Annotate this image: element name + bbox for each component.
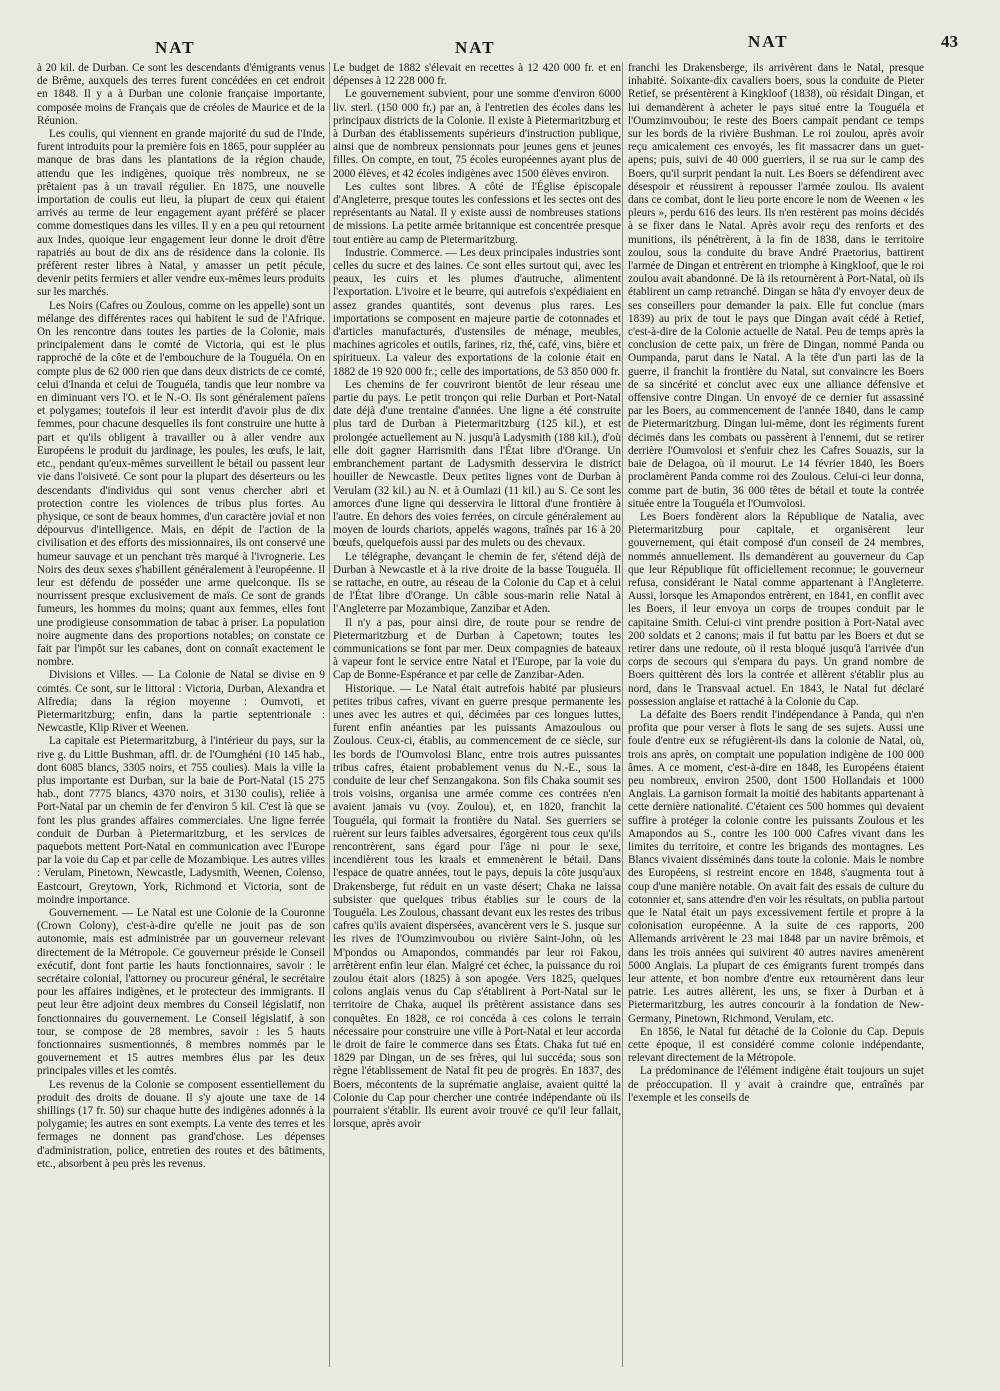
paragraph: Les coulis, qui viennent en grande majorité du sud de l'Inde, furent introduits pour la première fois en 1865, pour suppléer au manque de bras dans les plantations de la région chaude, attendu que les indigènes, quoique très nombreux, ne se prêtaient pas à un travail régulier. En 1875, une nouvelle importation de coulis eut lieu, la plupart de ceux qui étaient arrivés au terme de leur engagement ayant préféré se placer comme domestiques dans les villes. Il y en a peu qui retournent aux Indes, quoique leur engagement leur donne le droit d'être rapatriés au bout de dix ans de résidence dans la colonie. Ils préfèrent rester libres à Natal, y amasser un petit pécule, devenir petits fermiers et aller vendre eux-mêmes leurs produits sur les marchés. <box>37 128 325 299</box>
paragraph: Gouvernement. — Le Natal est une Colonie de la Couronne (Crown Colony), c'est-à-dire qu'elle ne jouit pas de son autonomie, mais est administrée par un gouverneur relevant directement de la Métropole. Ce gouverneur préside le Conseil exécutif, dont font partie les hauts fonctionnaires, savoir : le secrétaire colonial, l'attorney ou procureur général, le secrétaire pour les affaires indigènes, et le protecteur des immigrants. Il peut leur être adjoint deux membres du Conseil législatif, non fonctionnaires du gouvernement. Le Conseil législatif, à son tour, se compose de 28 membres, savoir : les 5 hauts fonctionnaires susmentionnés, 8 membres nommés par le gouvernement et 15 autres membres élus par les deux principales villes et les comtés. <box>37 907 325 1078</box>
paragraph: Industrie. Commerce. — Les deux principales industries sont celles du sucre et des laines. Ce sont elles surtout qui, avec les peaux, les cuirs et les plumes d'autruche, alimentent l'exportation. L'ivoire et le beurre, qui autrefois s'expédiaient en assez grandes quantités, sont devenus plus rares. Les importations se composent en majeure partie de cotonnades et d'articles manufacturés, d'ustensiles de ménage, meubles, machines agricoles et outils, farines, riz, thé, café, vins, bière et spiritueux. La valeur des exportations de la colonie était en 1882 de 19 920 000 fr.; celle des importations, de 53 850 000 fr. <box>333 246 621 378</box>
text-column-2 <box>333 62 621 1367</box>
column-divider <box>329 62 330 1367</box>
paragraph: Le gouvernement subvient, pour une somme d'environ 6000 liv. sterl. (150 000 fr.) par an, à l'entretien des écoles dans les principaux districts de la Colonie. Il existe à Pietermaritzburg et à Durban des établissements supérieurs d'instruction publique, ainsi que de nombreux pensionnats pour jeunes gens et jeunes filles. On compte, en tout, 75 écoles européennes ayant plus de 2000 élèves, et 42 écoles indigènes avec 1500 élèves environ. <box>333 88 621 180</box>
paragraph: Le télégraphe, devançant le chemin de fer, s'étend déjà de Durban à Newcastle et à la rive droite de la basse Touguéla. Il se rattache, en outre, au réseau de la Colonie du Cap et à celui de l'État libre d'Orange. Un câble sous-marin relie Natal à l'Angleterre par Mozambique, Zanzibar et Aden. <box>333 550 621 616</box>
text-column-1 <box>37 62 325 1367</box>
paragraph: En 1856, le Natal fut détaché de la Colonie du Cap. Depuis cette époque, il est considéré comme colonie indépendante, relevant directement de la Métropole. <box>628 1025 924 1065</box>
header-left-word: NAT <box>155 38 196 57</box>
paragraph: La prédominance de l'élément indigène était toujours un sujet de préoccupation. Il y avait à craindre que, entraînés par l'exemple et les conseils de <box>628 1065 924 1104</box>
paragraph: Historique. — Le Natal était autrefois habité par plusieurs petites tribus cafres, vivant en guerre presque permanente les unes avec les autres et qui, décimées par ces longues luttes, furent enfin anéanties par les puissants Amazoulous ou Zoulous. Ceux-ci, établis, au commencement de ce siècle, sur les bords de l'Oumvolosi Blanc, entre trois autres puissantes tribus cafres, étaient probablement venus du N.-E., sous la conduite de leur chef Senzangakona. Son fils Chaka soumit ses trois voisins, organisa une armée comme ces contrées n'en avaient jamais vu (voy. Zoulou), et, en 1820, franchit la Touguéla, qui formait la frontière du Natal. Ses guerriers se ruèrent sur leurs faibles adversaires, égorgèrent tous ceux qu'ils rencontrèrent, sans égard pour l'âge ni pour le sexe, incendièrent tous les kraals et emmenèrent le bétail. Dans l'espace de quatre années, tout le pays, depuis la côte jusqu'aux Drakensberge, fut réduit en un vaste désert; Chaka ne laissa subsister que quelques tribus établies sur le cours de la Touguéla. Les Zoulous, chassant devant eux les restes des tribus cafres qu'ils avaient dispersées, avancèrent vers le S. jusque sur les rives de l'Oumzimvoubou ou rivière Saint-John, où les M'pondos ou Amapondos, commandés par leur roi Fakou, arrêtèrent enfin leur élan. Malgré cet échec, la puissance du roi zoulou était alors (1825) à son apogée. Vers 1825, quelques colons anglais venus du Cap s'établirent à Port-Natal sur le territoire de Chaka, auquel ils prêtèrent assistance dans ses conquêtes. En 1828, ce roi concéda à ces colons le terrain nécessaire pour construire une ville à Port-Natal et leur accorda le droit de faire le commerce dans ses États. Chaka fut tué en 1829 par Dingan, un de ses frères, qui lui succéda; sous son règne l'établissement de Natal fit peu de progrès. En 1837, des Boers, mécontents de la suprématie anglaise, avaient quitté la Colonie du Cap pour chercher une contrée indépendante où ils pourraient s'établir. Ils eurent avoir trouvé ce qu'il leur fallait, lorsque, après avoir <box>333 682 621 1131</box>
paragraph: La capitale est Pietermaritzburg, à l'intérieur du pays, sur la rive g. du Little Bushman, affl. dr. de l'Oumghéni (10 145 hab., dont 6085 blancs, 3305 noirs, et 755 coulies). Mais la ville la plus importante est Durban, sur la baie de Port-Natal (15 275 hab., dont 7775 blancs, 4370 noirs, et 3130 coulis), reliée à Port-Natal par un chemin de fer d'environ 5 kil. C'est là que se font les plus grandes affaires commerciales. Une ligne ferrée conduit de Durban à Pietermaritzburg, et les services de paquebots mettent Port-Natal en communication avec l'Europe par la voie du Cap et par celle de Mozambique. Les autres villes : Verulam, Pinetown, Newcastle, Ladysmith, Weenen, Colenso, Eastcourt, Greytown, York, Richmond et Victoria, sont de moindre importance. <box>37 735 325 906</box>
paragraph: à 20 kil. de Durban. Ce sont les descendants d'émigrants venus de Brême, auxquels des terres furent concédées en cet endroit en 1848. Il y a à Durban une colonie française importante, composée moins de Français que de créoles de Maurice et de la Réunion. <box>37 62 325 127</box>
page-number: 43 <box>941 32 958 51</box>
paragraph: Il n'y a pas, pour ainsi dire, de route pour se rendre de Pietermaritzburg et de Durban à Capetown; toutes les communications se font par mer. Deux compagnies de bateaux à vapeur font le service entre Natal et l'Europe, par la voie du Cap de Bonne-Espérance et par celle de Zanzibar-Aden. <box>333 616 621 682</box>
paragraph: Les Boers fondèrent alors la République de Natalia, avec Pietermaritzburg pour capitale, et organisèrent leur gouvernement, qui était composé d'un conseil de 24 membres, nommés annuellement. Ils demandèrent au gouverneur du Cap que leur République fût officiellement reconnue; le gouverneur refusa, considérant le Natal comme appartenant à l'Angleterre. Aussi, lorsque les Amapondos entrèrent, en 1841, en conflit avec les Boers, il leur envoya un corps de troupes conduit par le capitaine Smith. Celui-ci vint prendre position à Port-Natal avec 200 soldats et 2 canons; mais il fut battu par les Boers et dut se retirer dans une redoute, où il resta bloqué jusqu'à l'arrivée d'un corps de secours qui s'empara du pays. Un grand nombre de Boers quittèrent dès lors la contrée et allèrent s'établir plus au nord, dans le Transvaal actuel. En 1843, le Natal fut déclaré possession anglaise et rattaché à la Colonie du Cap. <box>628 510 924 708</box>
paragraph: Les revenus de la Colonie se composent essentiellement du produit des droits de douane. Il s'y ajoute une taxe de 14 shillings (17 fr. 50) sur chaque hutte des indigènes adonnés à la polygamie; les autres en sont exempts. La vente des terres et les fermages ne donnent pas grand'chose. Les dépenses d'administration, police, entretien des routes et des bâtiments, etc., absorbent à peu près les revenus. <box>37 1078 325 1170</box>
paragraph: Les chemins de fer couvriront bientôt de leur réseau une partie du pays. Le petit tronçon qui relie Durban et Port-Natal date déjà d'une trentaine d'années. Une ligne a été construite plus tard de Durban à Pietermaritzburg (125 kil.), et est prolongée actuellement au N. jusqu'à Ladysmith (188 kil.), d'où elle doit gagner Harrismith dans l'État libre d'Orange. Un embranchement partant de Ladysmith desservira le district houiller de Newcastle. Deux petites lignes vont de Durban à Verulam (32 kil.) au N. et à Oumlazi (11 kil.) au S. Ce sont les amorces d'une ligne qui desservira le littoral d'une frontière à l'autre. En dehors des voies ferrées, on circule généralement au moyen de lourds chariots, appelés wagons, traînés par 16 à 20 bœufs, quelquefois aussi par des mulets ou des chevaux. <box>333 378 621 550</box>
header-center-word: NAT <box>455 38 496 57</box>
paragraph: La défaite des Boers rendit l'indépendance à Panda, qui n'en profita que pour verser à flots le sang de ses sujets. Aussi une foule d'entre eux se réfugièrent-ils dans la colonie de Natal, où, trois ans après, on comptait une population indigène de 100 000 âmes. A ce moment, c'est-à-dire en 1848, les Européens étaient peu nombreux, environ 2500, dont 1500 Hollandais et 1000 Anglais. La garnison formait la moitié des habitants appartenant à cette dernière nationalité. C'étaient ces 500 hommes qui devaient suffire à protéger la colonie contre les puissants Zoulous et les Amapondos au S., contre les 100 000 Cafres vivant dans les limites du territoire, et contre les brigands des montagnes. Les Blancs vivaient disséminés dans toute la colonie. Mais le nombre des Européens, si restreint encore en 1848, s'augmenta tout à coup d'une manière notable. On avait fait des essais de culture du cotonnier et, sans attendre d'en voir les résultats, on publia partout que le Natal était un pays excessivement fertile et propre à la colonisation européenne. A la suite de ces rapports, 200 Allemands arrivèrent le 23 mai 1848 par un navire brêmois, et dans les trois années qui suivirent 40 autres navires amenèrent 5000 Anglais. La plupart de ces émigrants furent trompés dans leur attente, et bon nombre d'entre eux retournèrent dans leur patrie. Les autres allèrent, les uns, se fixer à Durban et à Pietermaritzburg, les autres concourir à la fondation de New-Germany, Pinetown, Richmond, Verulam, etc. <box>628 708 924 1025</box>
column-divider <box>622 62 623 1367</box>
paragraph: Le budget de 1882 s'élevait en recettes à 12 420 000 fr. et en dépenses à 12 228 000 fr. <box>333 62 621 88</box>
header-right-word: NAT <box>748 32 789 51</box>
paragraph: Les Noirs (Cafres ou Zoulous, comme on les appelle) sont un mélange des différentes races qui habitent le sud de l'Afrique. On les rencontre dans toutes les parties de la Colonie, mais principalement dans le comté de Victoria, qui est le plus rapproché de la côte et de l'embouchure de la Touguéla. On en compte plus de 62 000 rien que dans deux districts de ce comté, celui d'Inanda et celui de Touguéla, tandis que leur nombre va en diminuant vers l'O. et le N.-O. Ils sont généralement païens et polygames; toutefois il leur est interdit d'avoir plus de dix femmes, pour chacune desquelles ils font construire une hutte à part et qu'ils obligent à travailler ou à aller vendre aux Européens le produit du jardinage, les poules, les œufs, le lait, etc., pendant qu'eux-mêmes surveillent le bétail ou passent leur vie dans l'oisiveté. Ce sont pour la plupart des déserteurs ou les descendants d'individus qui sont venus chercher abri et protection contre les violences de tribus plus fortes. Au physique, ce sont de beaux hommes, d'un caractère jovial et non dépourvus d'intelligence. Mais, en dépit de l'action de la civilisation et des efforts des missionnaires, ils ont conservé une humeur sauvage et un penchant très marqué à l'ivrognerie. Les Noirs des deux sexes s'habillent généralement à l'européenne. Il leur est défendu de posséder une arme quelconque. Ils se nourrissent presque exclusivement de maïs. Ce sont de grands fumeurs, les hommes du moins; quant aux femmes, elles font une prodigieuse consommation de tabac à priser. La population noire augmente dans des proportions notables; on constate ce fait par l'impôt sur les cabanes, dont on connaît exactement le nombre. <box>37 299 325 669</box>
paragraph: franchi les Drakensberge, ils arrivèrent dans le Natal, presque inhabité. Soixante-dix cavaliers boers, sous la conduite de Pieter Retief, se présentèrent à Kingkloof (1838), où résidait Dingan, et lui demandèrent à acheter le pays situé entre la Touguéla et l'Oumzimvoubou; le reste des Boers campait pendant ce temps sur les bords de la rivière Bushman. Le roi zoulou, après avoir reçu amicalement ces envoyés, les fit massacrer dans un guet-apens; puis, suivi de 40 000 guerriers, il se rua sur le camp des Boers, qu'il surprit pendant la nuit. Les Boers se défendirent avec désespoir et réussirent à repousser l'armée zoulou. Ils avaient dans ce combat, dont le lieu porte encore le nom de Weenen « les pleurs », perdu 616 des leurs. Ils n'en restèrent pas moins décidés à se fixer dans le Natal. Après avoir reçu des renforts et des munitions, ils pénétrèrent, à la fin de 1838, dans le territoire zoulou, sous la conduite du brave André Praetorius, battirent l'armée de Dingan et entrèrent en triomphe à Kingkloof, que le roi zoulou avait abandonné. De là ils retournèrent à Port-Natal, où ils établirent un camp retranché. Dingan se hâta d'y envoyer deux de ses conseillers pour demander la paix. Elle fut conclue (mars 1839) au prix de tout le pays que Dingan avait cédé à Retief, c'est-à-dire de la Colonie actuelle de Natal. Peu de temps après la conclusion de cette paix, un frère de Dingan, nommé Panda ou Oumpanda, parut dans le Natal. A la tête d'un parti las de la guerre, il franchit la frontière du Natal, sut convaincre les Boers de sa sincérité et conclut avec eux une alliance défensive et offensive contre Dingan. Un envoyé de ce dernier fut assassiné par les Boers, au commencement de l'année 1840, dans le camp de Pietermaritzburg. Dingan lui-même, dont les régiments furent décimés dans les combats ou passèrent à l'ennemi, dut se retirer derrière l'Oumvolosi et s'enfuir chez les Cafres Souazis, sur la baie de Delagoa, où il mourut. Le 14 février 1840, les Boers proclamèrent Panda comme roi des Zoulous. Celui-ci leur donna, comme part de butin, 36 000 têtes de bétail et toute la contrée située entre la Touguéla et l'Oumvolosi. <box>628 62 924 510</box>
paragraph: Les cultes sont libres. A côté de l'Église épiscopale d'Angleterre, presque toutes les confessions et les sectes ont des représentants au Natal. Il y existe aussi de nombreuses stations de missions. La petite armée britannique est concentrée presque tout entière au camp de Pietermaritzburg. <box>333 180 621 246</box>
text-column-3 <box>628 62 924 1367</box>
running-header <box>0 30 1000 60</box>
paragraph: Divisions et Villes. — La Colonie de Natal se divise en 9 comtés. Ce sont, sur le littoral : Victoria, Durban, Alexandra et Alfredia; dans la région moyenne : Oumvoti, et Pietermaritzburg; enfin, dans la partie septentrionale : Newcastle, Klip River et Weenen. <box>37 669 325 735</box>
